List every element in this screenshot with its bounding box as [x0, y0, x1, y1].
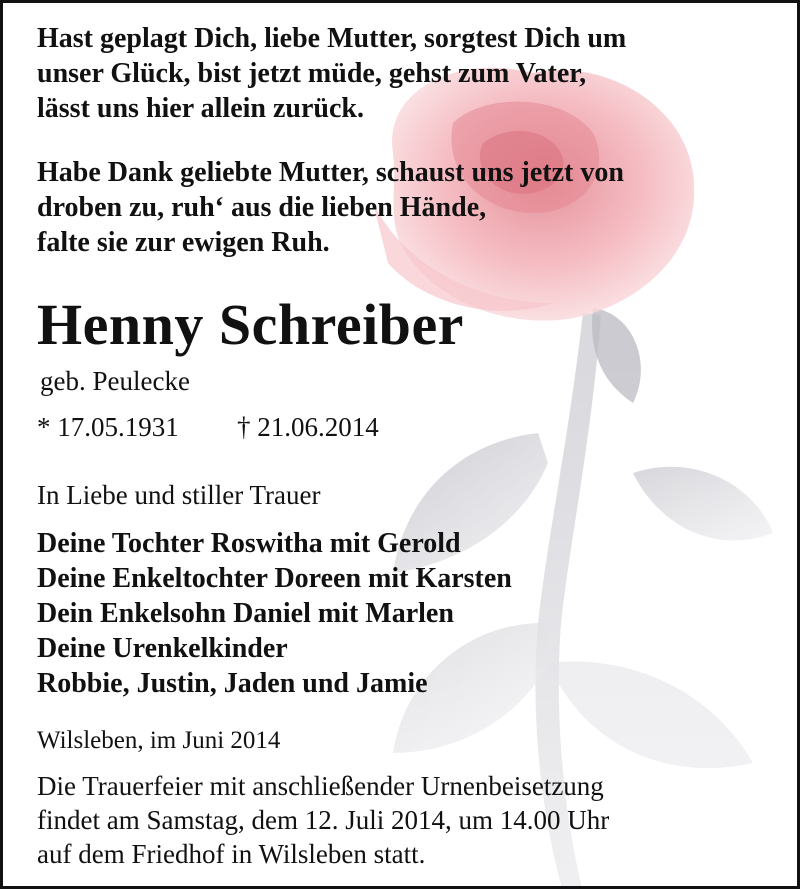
family-member: Deine Enkeltochter Doreen mit Karsten [37, 563, 512, 594]
maiden-name: geb. Peulecke [40, 366, 190, 396]
family-list [37, 526, 512, 701]
poem-line: Habe Dank geliebte Mutter, schaust uns jetzt von [37, 157, 624, 188]
deceased-name: Henny Schreiber [37, 292, 464, 357]
service-line: findet am Samstag, dem 12. Juli 2014, um 14.00 Uhr [37, 805, 610, 835]
family-member: Deine Urenkelkinder [37, 633, 288, 664]
poem-line: falte sie zur ewigen Ruh. [37, 227, 330, 258]
family-member: Deine Tochter Roswitha mit Gerold [37, 528, 461, 559]
service-line: auf dem Friedhof in Wilsleben statt. [37, 839, 426, 869]
mourning-line: In Liebe und stiller Trauer [37, 480, 321, 510]
birth-date: * 17.05.1931 [37, 412, 179, 442]
poem-line: lässt uns hier allein zurück. [37, 93, 364, 124]
life-dates [37, 411, 379, 443]
service-line: Die Trauerfeier mit anschließender Urnenbeisetzung [37, 771, 604, 801]
family-member: Dein Enkelsohn Daniel mit Marlen [37, 598, 454, 629]
poem-line: unser Glück, bist jetzt müde, gehst zum Vater, [37, 58, 587, 89]
service-notice [37, 769, 609, 871]
death-date: † 21.06.2014 [237, 412, 379, 442]
poem-line: Hast geplagt Dich, liebe Mutter, sorgtest Dich um [37, 23, 627, 54]
family-member: Robbie, Justin, Jaden und Jamie [37, 668, 428, 699]
poem-stanza-2 [37, 155, 624, 260]
poem-line: droben zu, ruh‘ aus die lieben Hände, [37, 192, 487, 223]
place-date: Wilsleben, im Juni 2014 [37, 727, 281, 754]
poem-stanza-1 [37, 21, 626, 126]
obituary-text [3, 3, 800, 889]
